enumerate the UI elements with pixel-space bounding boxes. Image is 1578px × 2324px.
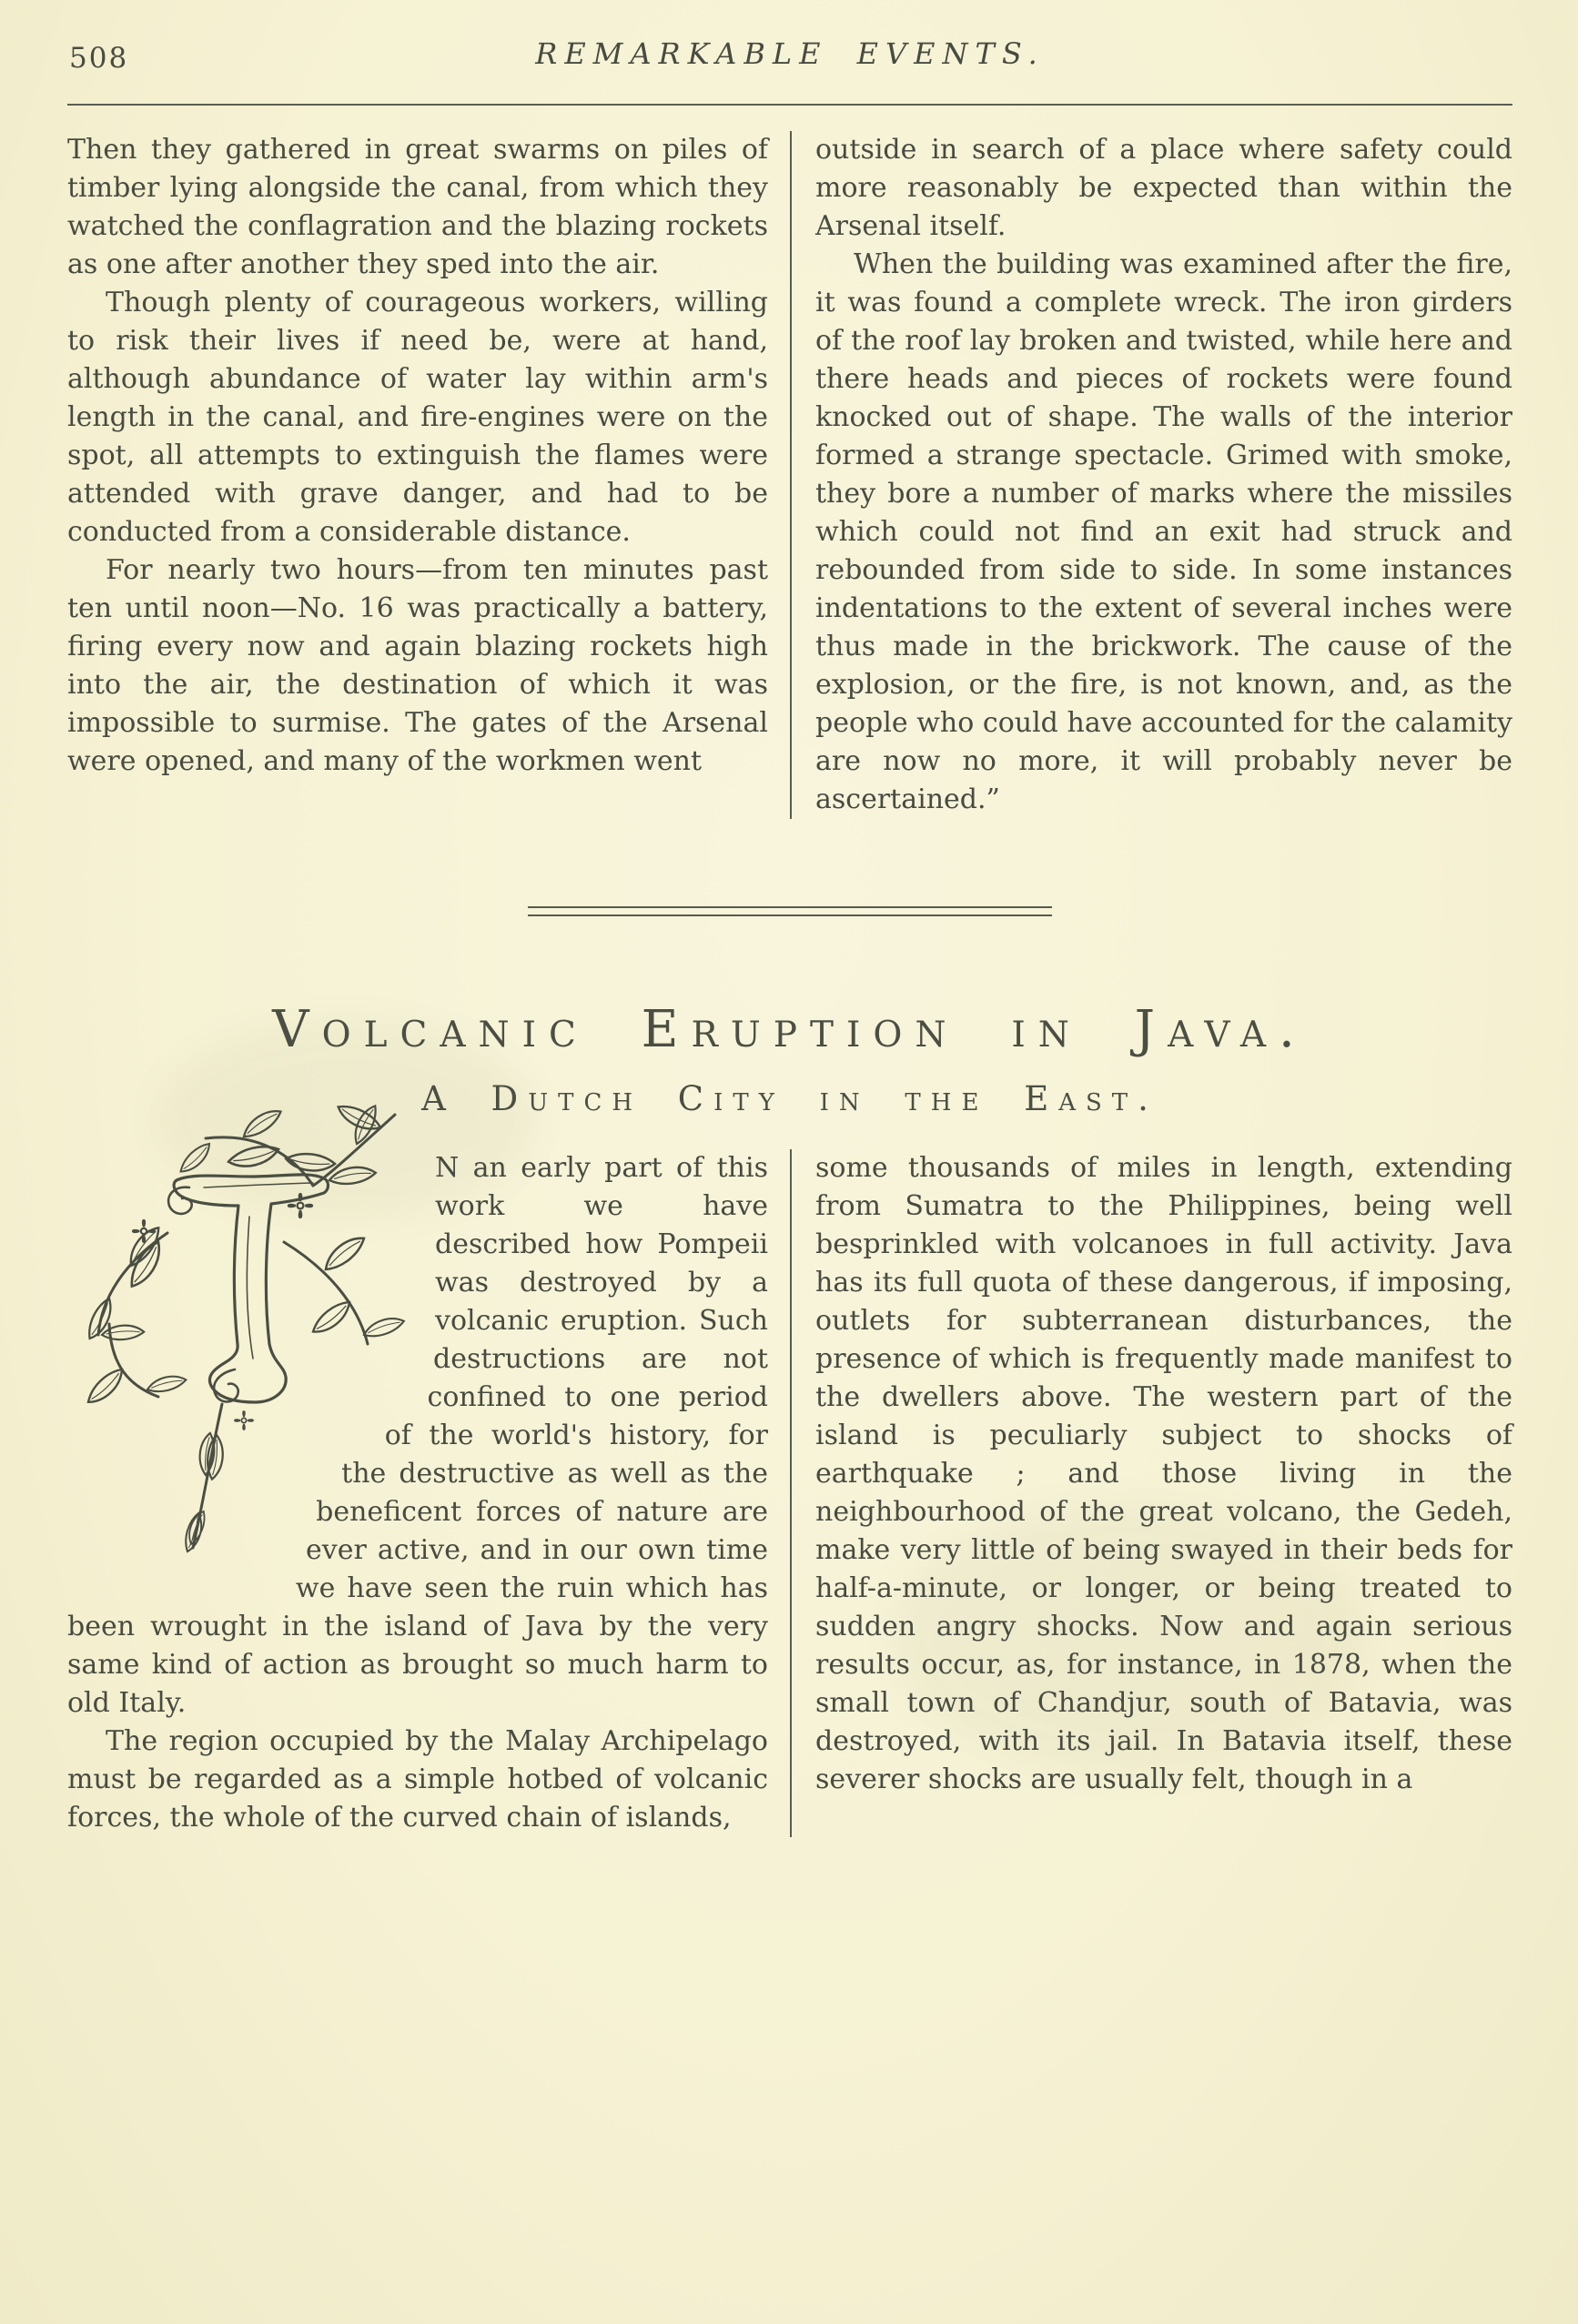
section-divider-double-rule [528,906,1052,916]
page-header [67,20,1512,89]
paragraph: outside in search of a place where safety could more reasonably be expected than within the Arsenal itself. [815,134,1512,242]
paragraph: N an early part of this work we have described how Pompeii was destroyed by a volcanic eruption. Such destructions are not confined to one period of the world's history, for the destructive as well as the beneficent forces of nature are ever active, and in our own time we have seen the ruin which has been wrought in the island of Java by the very same kind of action as brought so much harm to old Italy. [67,1152,768,1719]
paragraph: When the building was examined after the fire, it was found a complete wreck. The iron girders of the roof lay broken and twisted, while here and there heads and pieces of rockets were found knocked out of shape. The walls of the interior formed a strange spectacle. Grimed with smoke, they bore a number of marks where the missiles which could not find an exit had struck and rebounded from side to side. In some instances indentations to the extent of several inches were thus made in the brickwork. The cause of the explosion, or the fire, is not known, and, as the people who could have accounted for the calamity are now no more, it will probably never be ascertained.” [815,248,1512,815]
upper-right-column [790,131,1512,819]
paragraph: For nearly two hours—from ten minutes past ten until noon—No. 16 was practically a battery, firing every now and again blazing rockets high into the air, the destination of which it was impossible to surmise. The gates of the Arsenal were opened, and many of the workmen went [67,554,768,777]
lower-right-column [790,1149,1512,1837]
lower-left-column [67,1149,790,1837]
paragraph: Though plenty of courageous workers, willing to risk their lives if need be, were at hand, although abundance of water lay within arm's length in the canal, and fire-engines were on the spot, all attempts to extinguish the flames were attended with grave danger, and had to be conducted from a considerable distance. [67,287,768,548]
running-header: REMARKABLE EVENTS. [535,36,1045,71]
header-rule [67,104,1512,106]
article-title: Volcanic Eruption in Java. [272,1000,1308,1059]
lower-article [67,1149,1512,1837]
page-number: 508 [69,42,129,75]
paragraph: Then they gathered in great swarms on piles of timber lying alongside the canal, from which they watched the conflagration and the blazing rockets as one after another they sped into the air. [67,134,768,280]
article-subtitle: A Dutch City in the East. [421,1079,1158,1118]
paragraph: some thousands of miles in length, extending from Sumatra to the Philippines, being well besprinkled with volcanoes in full activity. Java has its full quota of these dangerous, if imposing, outlets for subterranean disturbances, the presence of which is frequently made manifest to the dwellers above. The western part of the island is peculiarly subject to shocks of earthquake ; and those living in the neighbourhood of the great volcano, the Gedeh, make very little of being swayed in their beds for half-a-minute, or longer, or being treated to sudden angry shocks. Now and again serious results occur, as, for instance, in 1878, when the small town of Chandjur, south of Batavia, was destroyed, with its jail. In Batavia itself, these severer shocks are usually felt, though in a [815,1152,1512,1795]
upper-article [67,131,1512,819]
upper-left-column [67,131,790,819]
paragraph: The region occupied by the Malay Archipelago must be regarded as a simple hotbed of volcanic forces, the whole of the curved chain of islands, [67,1725,768,1834]
